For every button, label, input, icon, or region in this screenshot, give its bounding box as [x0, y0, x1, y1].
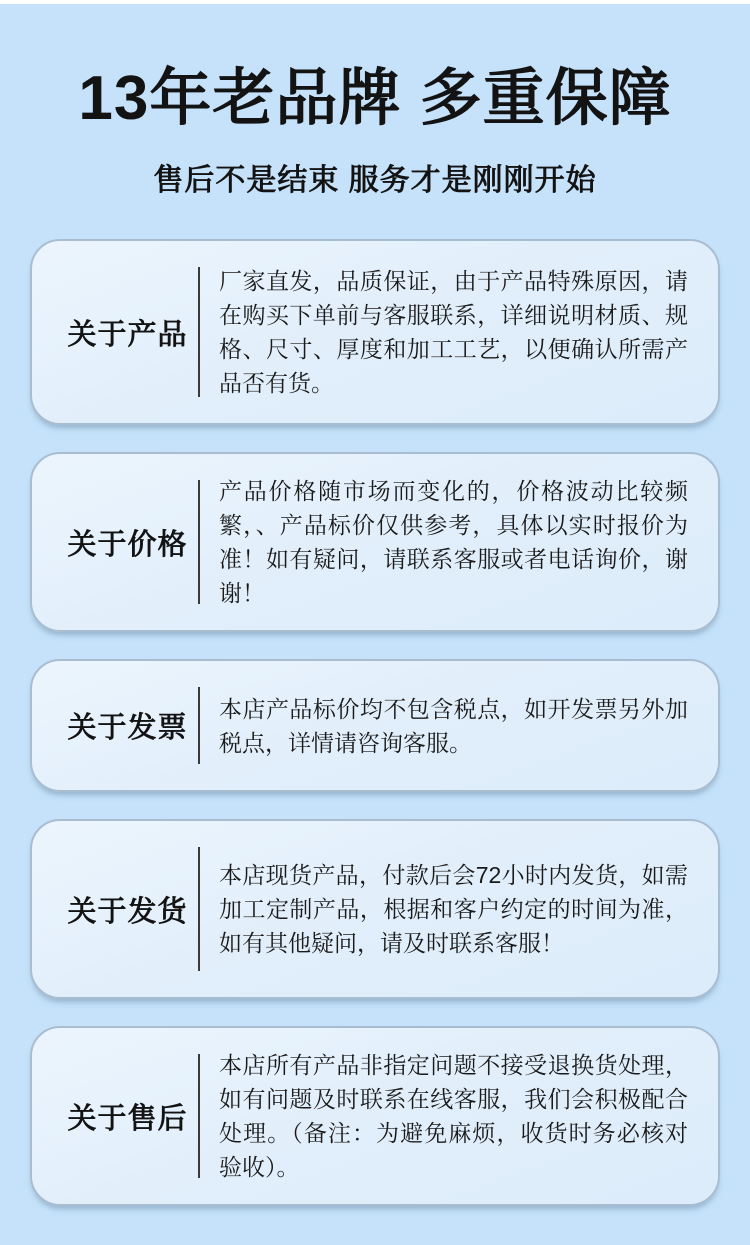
card-text: 本店所有产品非指定问题不接受退换货处理，如有问题及时联系在线客服，我们会积极配合处理。（备注：为避免麻烦，收货时务必核对验收）。	[219, 1052, 688, 1181]
card-label: 关于售后	[67, 1102, 188, 1135]
card-text: 本店产品标价均不包含税点，如开发票另外加税点，详情请咨询客服。	[219, 695, 688, 756]
card-label: 关于发票	[67, 712, 188, 745]
card-about-price	[30, 452, 720, 632]
card-label: 关于价格	[67, 528, 188, 561]
page-title: 13年老品牌 多重保障	[78, 64, 672, 133]
card-about-product	[30, 239, 720, 425]
card-about-shipping	[30, 819, 720, 999]
card-about-aftersales	[30, 1026, 720, 1206]
card-divider	[198, 480, 200, 604]
card-divider	[198, 847, 200, 971]
card-text: 厂家直发，品质保证，由于产品特殊原因，请在购买下单前与客服联系，详细说明材质、规格、尺寸、厚度和加工工艺，以便确认所需产品否有货。	[219, 268, 688, 397]
card-about-invoice	[30, 659, 720, 792]
card-divider	[198, 687, 200, 764]
card-text: 产品价格随市场而变化的，价格波动比较频繁，、产品标价仅供参考，具体以实时报价为准！如有疑问，请联系客服或者电话询价，谢谢！	[219, 478, 688, 607]
card-divider	[198, 267, 200, 397]
header	[0, 4, 750, 199]
card-text: 本店现货产品，付款后会72小时内发货，如需加工定制产品，根据和客户约定的时间为准，如有其他疑问，请及时联系客服！	[219, 862, 688, 957]
page-subtitle: 售后不是结束 服务才是刚刚开始	[153, 164, 597, 198]
card-divider	[198, 1054, 200, 1178]
guarantee-card-list	[30, 239, 720, 1206]
card-label: 关于产品	[67, 318, 188, 351]
card-label: 关于发货	[67, 895, 188, 928]
